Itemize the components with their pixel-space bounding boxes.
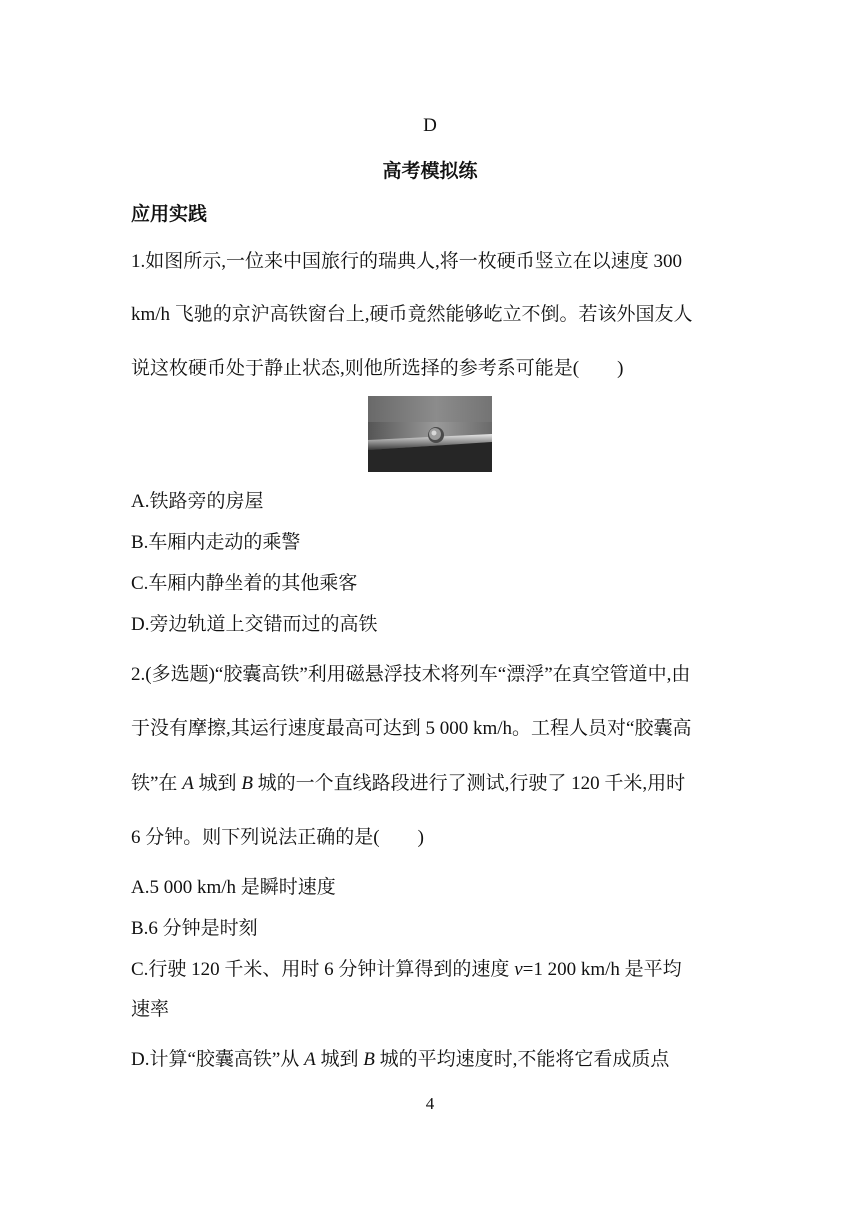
question-1-line-2: km/h 飞驰的京沪高铁窗台上,硬币竟然能够屹立不倒。若该外国友人 [131,304,693,325]
subsection-title: 应用实践 [131,204,208,225]
question-1-line-1: 1.如图所示,一位来中国旅行的瑞典人,将一枚硬币竖立在以速度 300 [131,251,683,272]
option-b: B.车厢内走动的乘警 [131,532,301,553]
question-2-line-4: 6 分钟。则下列说法正确的是( ) [131,827,424,848]
option-a: A.铁路旁的房屋 [131,491,264,512]
option-c: C.车厢内静坐着的其他乘客 [131,573,358,594]
question-2-line-2: 于没有摩擦,其运行速度最高可达到 5 000 km/h。工程人员对“胶囊高 [131,718,692,739]
q2-option-d: D.计算“胶囊高铁”从 A 城到 B 城的平均速度时,不能将它看成质点 [131,1049,670,1070]
train-window-coin-photo [368,396,492,472]
option-d: D.旁边轨道上交错而过的高铁 [131,614,378,635]
question-1-line-3: 说这枚硬币处于静止状态,则他所选择的参考系可能是( ) [131,358,624,379]
q2-option-c-line-1: C.行驶 120 千米、用时 6 分钟计算得到的速度 v=1 200 km/h 是平均 [131,959,682,980]
q2-option-a: A.5 000 km/h 是瞬时速度 [131,877,336,898]
q2-option-b: B.6 分钟是时刻 [131,918,258,939]
question-2-line-1: 2.(多选题)“胶囊高铁”利用磁悬浮技术将列车“漂浮”在真空管道中,由 [131,664,691,685]
answer-letter: D [423,115,437,136]
section-title: 高考模拟练 [382,161,478,182]
q2-option-c-line-2: 速率 [131,999,170,1020]
page-number: 4 [425,1094,435,1113]
question-2-line-3: 铁”在 A 城到 B 城的一个直线路段进行了测试,行驶了 120 千米,用时 [131,773,686,794]
